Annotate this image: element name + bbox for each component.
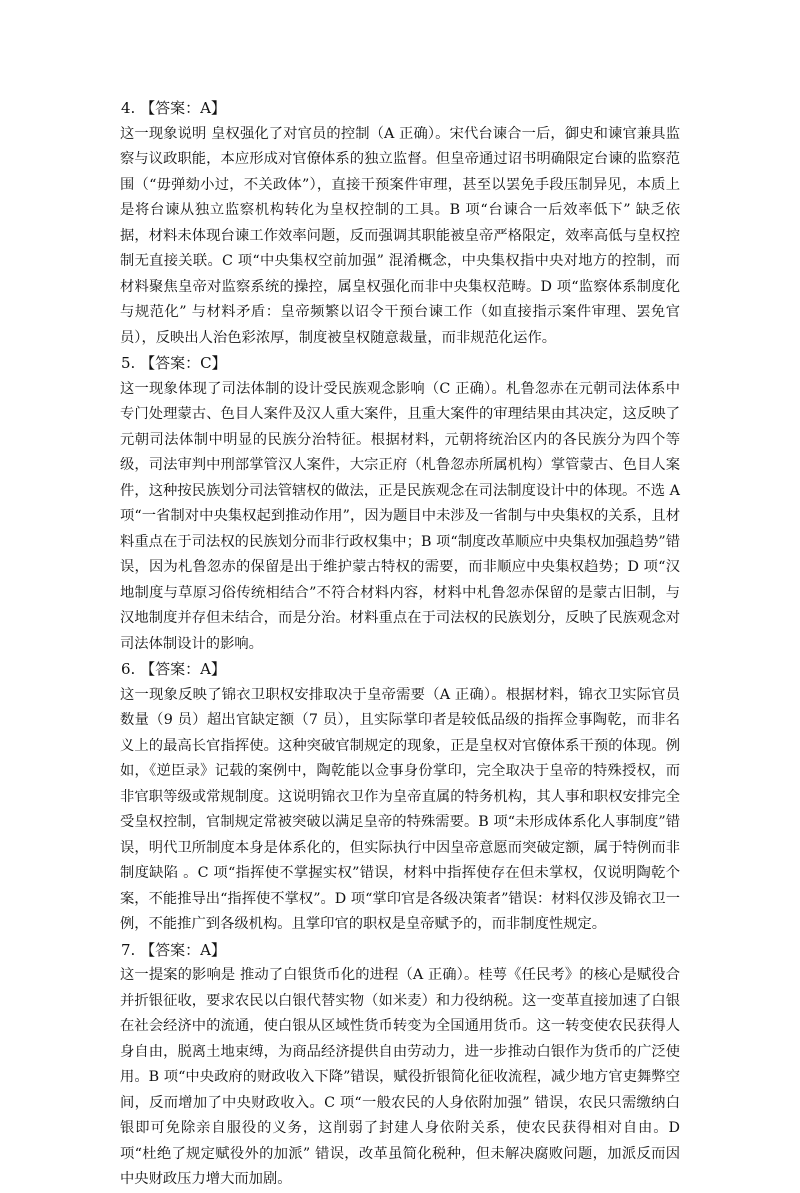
answer-explanation: 这一现象反映了锦衣卫职权安排取决于皇帝需要（A 正确）。根据材料，锦衣卫实际官员数量（9 员）超出官缺定额（7 员），且实际掌印者是较低品级的指挥佥事陶乾，而非名义上的最高长官指挥使。这种突破官制规定的现象，正是皇权对官僚体系干预的体现。例如，《逆臣录》记载的案例中，陶乾能以佥事身份掌印，完全取决于皇帝的特殊授权，而非官职等级或常规制度。这说明锦衣卫作为皇帝直属的特务机构，其人事和职权安排完全受皇权控制，官制规定常被突破以满足皇帝的特殊需要。B 项“未形成体系化人事制度”错误，明代卫所制度本身是体系化的，但实际执行中因皇帝意愿而突破定额，属于特例而非制度缺陷 。C 项“指挥使不掌握实权”错误，材料中指挥使存在但未掌权，仅说明陶乾个案，不能推导出“指挥使不掌权”。D 项“掌印官是各级决策者”错误：材料仅涉及锦衣卫一例，不能推广到各级机构。且掌印官的职权是皇帝赋予的，而非制度性规定。 (120, 686, 680, 932)
answer-item-6 (120, 657, 680, 938)
answer-explanation: 这一提案的影响是 推动了白银货币化的进程（A 正确）。桂萼《任民考》的核心是赋役合并折银征收，要求农民以白银代替实物（如米麦）和力役纳税。这一变革直接加速了白银在社会经济中的流通，使白银从区域性货币转变为全国通用货币。这一转变使农民获得人身自由，脱离土地束缚，为商品经济提供自由劳动力，进一步推动白银作为货币的广泛使用。B 项“中央政府的财政收入下降”错误，赋役折银简化征收流程，减少地方官吏舞弊空间，反而增加了中央财政收入。C 项“一般农民的人身依附加强” 错误，农民只需缴纳白银即可免除亲自服役的义务，这削弱了封建人身依附关系，使农民获得相对自由。D 项“杜绝了规定赋役外的加派” 错误，改革虽简化税种，但未解决腐败问题，加派反而因中央财政压力增大而加剧。 (120, 967, 680, 1187)
answer-item-7 (120, 938, 680, 1193)
answer-heading: 4. 【答案：A】 (121, 99, 226, 117)
answer-item-4 (120, 96, 680, 351)
answer-explanation: 这一现象体现了司法体制的设计受民族观念影响（C 正确）。札鲁忽赤在元朝司法体系中专门处理蒙古、色目人案件及汉人重大案件，且重大案件的审理结果由其决定，这反映了元朝司法体制中明显的民族分治特征。根据材料，元朝将统治区内的各民族分为四个等级，司法审判中刑部掌管汉人案件，大宗正府（札鲁忽赤所属机构）掌管蒙古、色目人案件，这种按民族划分司法管辖权的做法，正是民族观念在司法制度设计中的体现。不选 A 项“一省制对中央集权起到推动作用”，因为题目中未涉及一省制与中央集权的关系，且材料重点在于司法权的民族划分而非行政权集中；B 项“制度改革顺应中央集权加强趋势”错误，因为札鲁忽赤的保留是出于维护蒙古特权的需要，而非顺应中央集权趋势；D 项“汉地制度与草原习俗传统相结合”不符合材料内容，材料中札鲁忽赤保留的是蒙古旧制，与汉地制度并存但未结合，而是分治。材料重点在于司法权的民族划分，反映了民族观念对司法体制设计的影响。 (120, 380, 680, 652)
answer-explanation: 这一现象说明 皇权强化了对官员的控制（A 正确）。宋代台谏合一后，御史和谏官兼具监察与议政职能，本应形成对官僚体系的独立监督。但皇帝通过诏书明确限定台谏的监察范围（“毋弹劾小过，不关政体”），直接干预案件审理，甚至以罢免手段压制异见，本质上是将台谏从独立监察机构转化为皇权控制的工具。B 项“台谏合一后效率低下” 缺乏依据，材料未体现台谏工作效率问题，反而强调其职能被皇帝严格限定，效率高低与皇权控制无直接关联。C 项“中央集权空前加强” 混淆概念，中央集权指中央对地方的控制，而材料聚焦皇帝对监察系统的操控，属皇权强化而非中央集权范畴。D 项“监察体系制度化与规范化” 与材料矛盾：皇帝频繁以诏令干预台谏工作（如直接指示案件审理、罢免官员），反映出人治色彩浓厚，制度被皇权随意裁量，而非规范化运作。 (120, 125, 680, 346)
answer-item-5 (120, 351, 680, 657)
answer-heading: 6. 【答案：A】 (121, 660, 226, 678)
answer-sheet (120, 96, 680, 1193)
answer-heading: 7. 【答案：A】 (121, 940, 226, 959)
answer-heading: 5. 【答案：C】 (121, 354, 227, 372)
